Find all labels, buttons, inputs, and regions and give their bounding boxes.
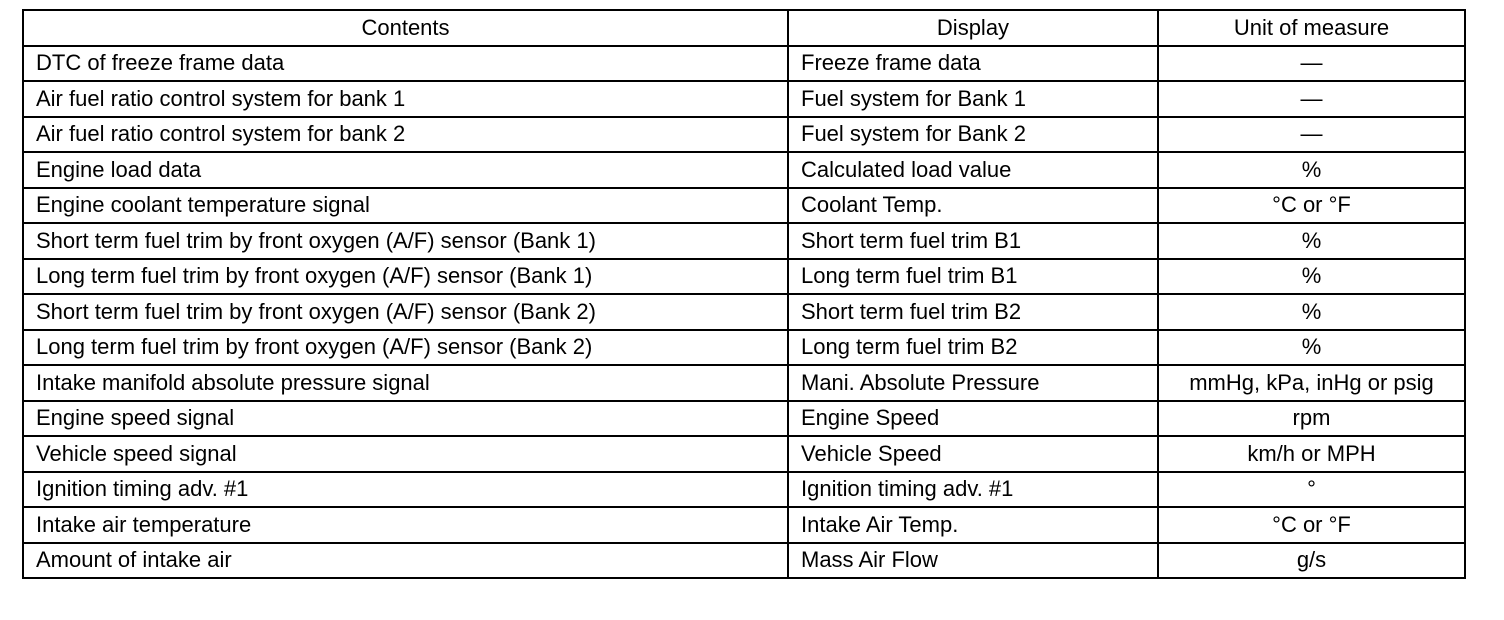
- cell-unit: %: [1158, 330, 1465, 366]
- cell-unit: °C or °F: [1158, 507, 1465, 543]
- cell-contents: Air fuel ratio control system for bank 1: [23, 81, 788, 117]
- cell-unit: g/s: [1158, 543, 1465, 579]
- cell-display: Mani. Absolute Pressure: [788, 365, 1158, 401]
- header-display: Display: [788, 10, 1158, 46]
- cell-contents: Short term fuel trim by front oxygen (A/F) sensor (Bank 1): [23, 223, 788, 259]
- cell-contents: Engine speed signal: [23, 401, 788, 437]
- cell-display: Engine Speed: [788, 401, 1158, 437]
- cell-display: Intake Air Temp.: [788, 507, 1158, 543]
- cell-contents: Amount of intake air: [23, 543, 788, 579]
- cell-unit: °C or °F: [1158, 188, 1465, 224]
- header-contents: Contents: [23, 10, 788, 46]
- cell-unit: °: [1158, 472, 1465, 508]
- cell-contents: Engine coolant temperature signal: [23, 188, 788, 224]
- cell-contents: Engine load data: [23, 152, 788, 188]
- cell-contents: DTC of freeze frame data: [23, 46, 788, 82]
- cell-display: Freeze frame data: [788, 46, 1158, 82]
- cell-contents: Intake air temperature: [23, 507, 788, 543]
- table-row: [23, 543, 1465, 579]
- cell-display: Calculated load value: [788, 152, 1158, 188]
- table-body: [23, 46, 1465, 579]
- freeze-frame-data-table: [22, 9, 1466, 579]
- cell-display: Coolant Temp.: [788, 188, 1158, 224]
- cell-contents: Vehicle speed signal: [23, 436, 788, 472]
- cell-unit: —: [1158, 117, 1465, 153]
- table-row: [23, 117, 1465, 153]
- cell-unit: %: [1158, 223, 1465, 259]
- cell-unit: %: [1158, 152, 1465, 188]
- table-row: [23, 152, 1465, 188]
- cell-display: Long term fuel trim B1: [788, 259, 1158, 295]
- cell-display: Ignition timing adv. #1: [788, 472, 1158, 508]
- cell-contents: Short term fuel trim by front oxygen (A/F) sensor (Bank 2): [23, 294, 788, 330]
- table-row: [23, 436, 1465, 472]
- table-row: [23, 330, 1465, 366]
- table-row: [23, 365, 1465, 401]
- table-row: [23, 294, 1465, 330]
- cell-contents: Air fuel ratio control system for bank 2: [23, 117, 788, 153]
- header-unit-of-measure: Unit of measure: [1158, 10, 1465, 46]
- cell-unit: —: [1158, 46, 1465, 82]
- cell-unit: %: [1158, 259, 1465, 295]
- table-row: [23, 188, 1465, 224]
- cell-display: Long term fuel trim B2: [788, 330, 1158, 366]
- cell-display: Vehicle Speed: [788, 436, 1158, 472]
- cell-unit: mmHg, kPa, inHg or psig: [1158, 365, 1465, 401]
- cell-display: Fuel system for Bank 2: [788, 117, 1158, 153]
- cell-contents: Ignition timing adv. #1: [23, 472, 788, 508]
- table-row: [23, 401, 1465, 437]
- cell-unit: %: [1158, 294, 1465, 330]
- table-row: [23, 46, 1465, 82]
- cell-unit: rpm: [1158, 401, 1465, 437]
- cell-contents: Long term fuel trim by front oxygen (A/F) sensor (Bank 1): [23, 259, 788, 295]
- cell-display: Short term fuel trim B2: [788, 294, 1158, 330]
- cell-display: Short term fuel trim B1: [788, 223, 1158, 259]
- table-row: [23, 472, 1465, 508]
- table-row: [23, 223, 1465, 259]
- table-header-row: [23, 10, 1465, 46]
- cell-unit: km/h or MPH: [1158, 436, 1465, 472]
- cell-contents: Long term fuel trim by front oxygen (A/F) sensor (Bank 2): [23, 330, 788, 366]
- cell-display: Fuel system for Bank 1: [788, 81, 1158, 117]
- cell-contents: Intake manifold absolute pressure signal: [23, 365, 788, 401]
- table-row: [23, 81, 1465, 117]
- table-row: [23, 259, 1465, 295]
- cell-display: Mass Air Flow: [788, 543, 1158, 579]
- table-row: [23, 507, 1465, 543]
- cell-unit: —: [1158, 81, 1465, 117]
